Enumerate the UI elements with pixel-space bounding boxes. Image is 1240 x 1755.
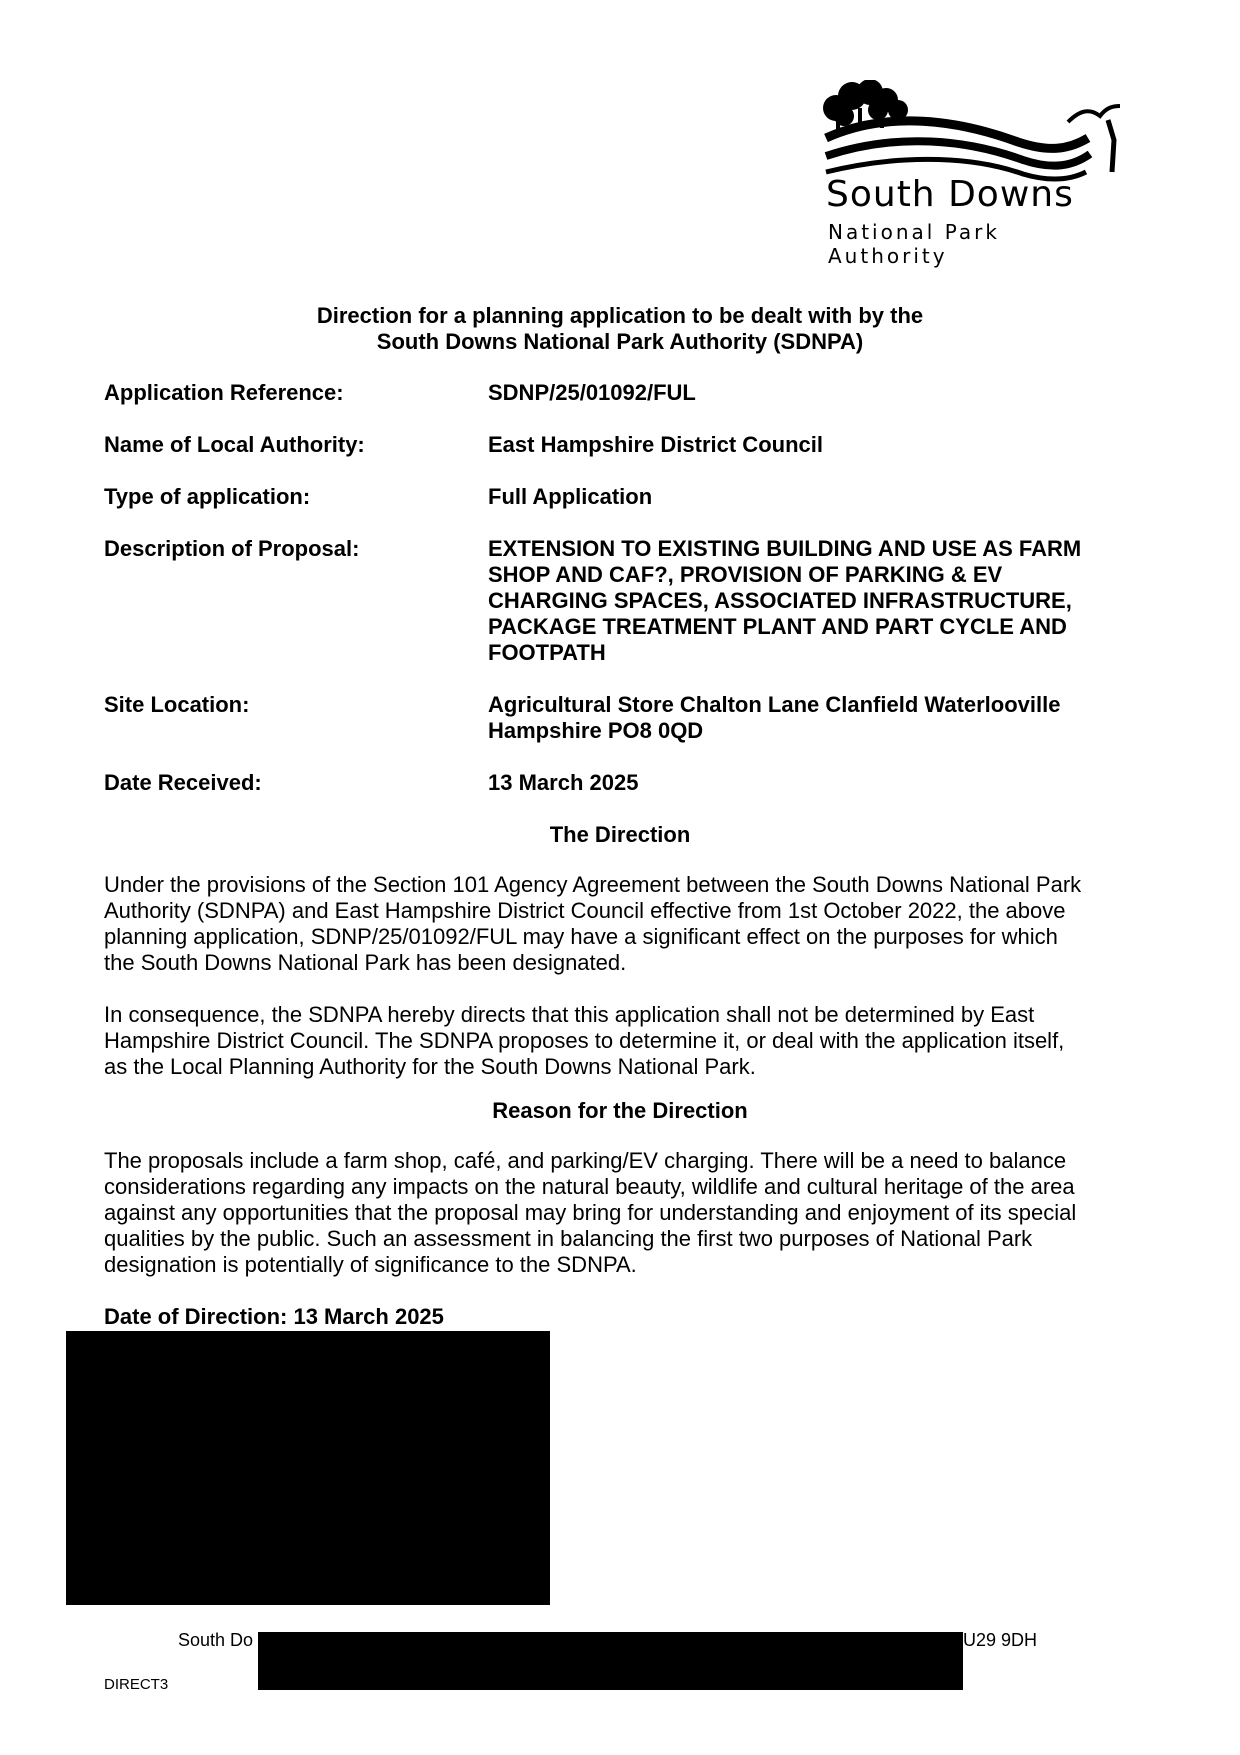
paragraph-line: considerations regarding any impacts on the natural beauty, wildlife and cultural heritage of the area: [104, 1174, 1075, 1199]
redacted-address-block: [258, 1632, 963, 1690]
field-value-site: [488, 692, 1128, 744]
description-line: PACKAGE TREATMENT PLANT AND PART CYCLE AND: [488, 614, 1067, 639]
logo-subtitle: National Park Authority: [828, 220, 1000, 268]
paragraph-line: The proposals include a farm shop, café, and parking/EV charging. There will be a need to balance: [104, 1148, 1067, 1173]
site-line: Hampshire PO8 0QD: [488, 718, 704, 743]
paragraph-line: qualities by the public. Such an assessment in balancing the first two purposes of National Park: [104, 1226, 1033, 1251]
field-label-authority: Name of Local Authority:: [104, 432, 365, 457]
direction-paragraph-2: [104, 1002, 1134, 1080]
field-value-type: Full Application: [488, 484, 653, 509]
description-line: CHARGING SPACES, ASSOCIATED INFRASTRUCTURE,: [488, 588, 1072, 613]
field-value-authority: East Hampshire District Council: [488, 432, 823, 457]
paragraph-line: against any opportunities that the proposal may bring for understanding and enjoyment of its special: [104, 1200, 1077, 1225]
field-label-site: Site Location:: [104, 692, 250, 717]
field-value-date-received: 13 March 2025: [488, 770, 639, 795]
document-code: DIRECT3: [104, 1676, 169, 1693]
sdnpa-logo: [818, 80, 1120, 268]
field-value-reference: SDNP/25/01092/FUL: [488, 380, 696, 405]
description-line: SHOP AND CAF?, PROVISION OF PARKING & EV: [488, 562, 1003, 587]
paragraph-line: Hampshire District Council. The SDNPA proposes to determine it, or deal with the application itself,: [104, 1028, 1065, 1053]
direction-heading: The Direction: [549, 822, 691, 847]
reason-heading: Reason for the Direction: [492, 1098, 748, 1123]
footer-address-fragment-right: U29 9DH: [963, 1630, 1038, 1650]
paragraph-line: Under the provisions of the Section 101 Agency Agreement between the South Downs National Park: [104, 872, 1082, 897]
paragraph-line: as the Local Planning Authority for the South Downs National Park.: [104, 1054, 756, 1079]
footer-address-fragment-left: South Do: [178, 1630, 254, 1650]
site-line: Agricultural Store Chalton Lane Clanfield Waterlooville: [488, 692, 1061, 717]
description-line: EXTENSION TO EXISTING BUILDING AND USE AS FARM: [488, 536, 1082, 561]
logo-name: South Downs: [826, 174, 1074, 215]
paragraph-line: the South Downs National Park has been designated.: [104, 950, 627, 975]
date-of-direction: Date of Direction: 13 March 2025: [104, 1304, 444, 1329]
paragraph-line: In consequence, the SDNPA hereby directs that this application shall not be determined by East: [104, 1002, 1035, 1027]
paragraph-line: designation is potentially of significance to the SDNPA.: [104, 1252, 637, 1277]
description-line: FOOTPATH: [488, 640, 606, 665]
field-label-reference: Application Reference:: [104, 380, 344, 405]
redacted-signature-block: [66, 1331, 550, 1605]
field-value-description: [488, 536, 1128, 666]
field-label-date-received: Date Received:: [104, 770, 262, 795]
title-line-2: South Downs National Park Authority (SDNPA): [376, 329, 864, 354]
direction-paragraph-1: [104, 872, 1134, 976]
title-line-1: Direction for a planning application to be dealt with by the: [316, 303, 924, 328]
paragraph-line: Authority (SDNPA) and East Hampshire District Council effective from 1st October 2022, the above: [104, 898, 1066, 923]
paragraph-line: planning application, SDNP/25/01092/FUL may have a significant effect on the purposes for which: [104, 924, 1058, 949]
field-label-description: Description of Proposal:: [104, 536, 360, 561]
field-label-type: Type of application:: [104, 484, 311, 509]
reason-paragraph: [104, 1148, 1134, 1278]
document-title: [0, 303, 1240, 355]
